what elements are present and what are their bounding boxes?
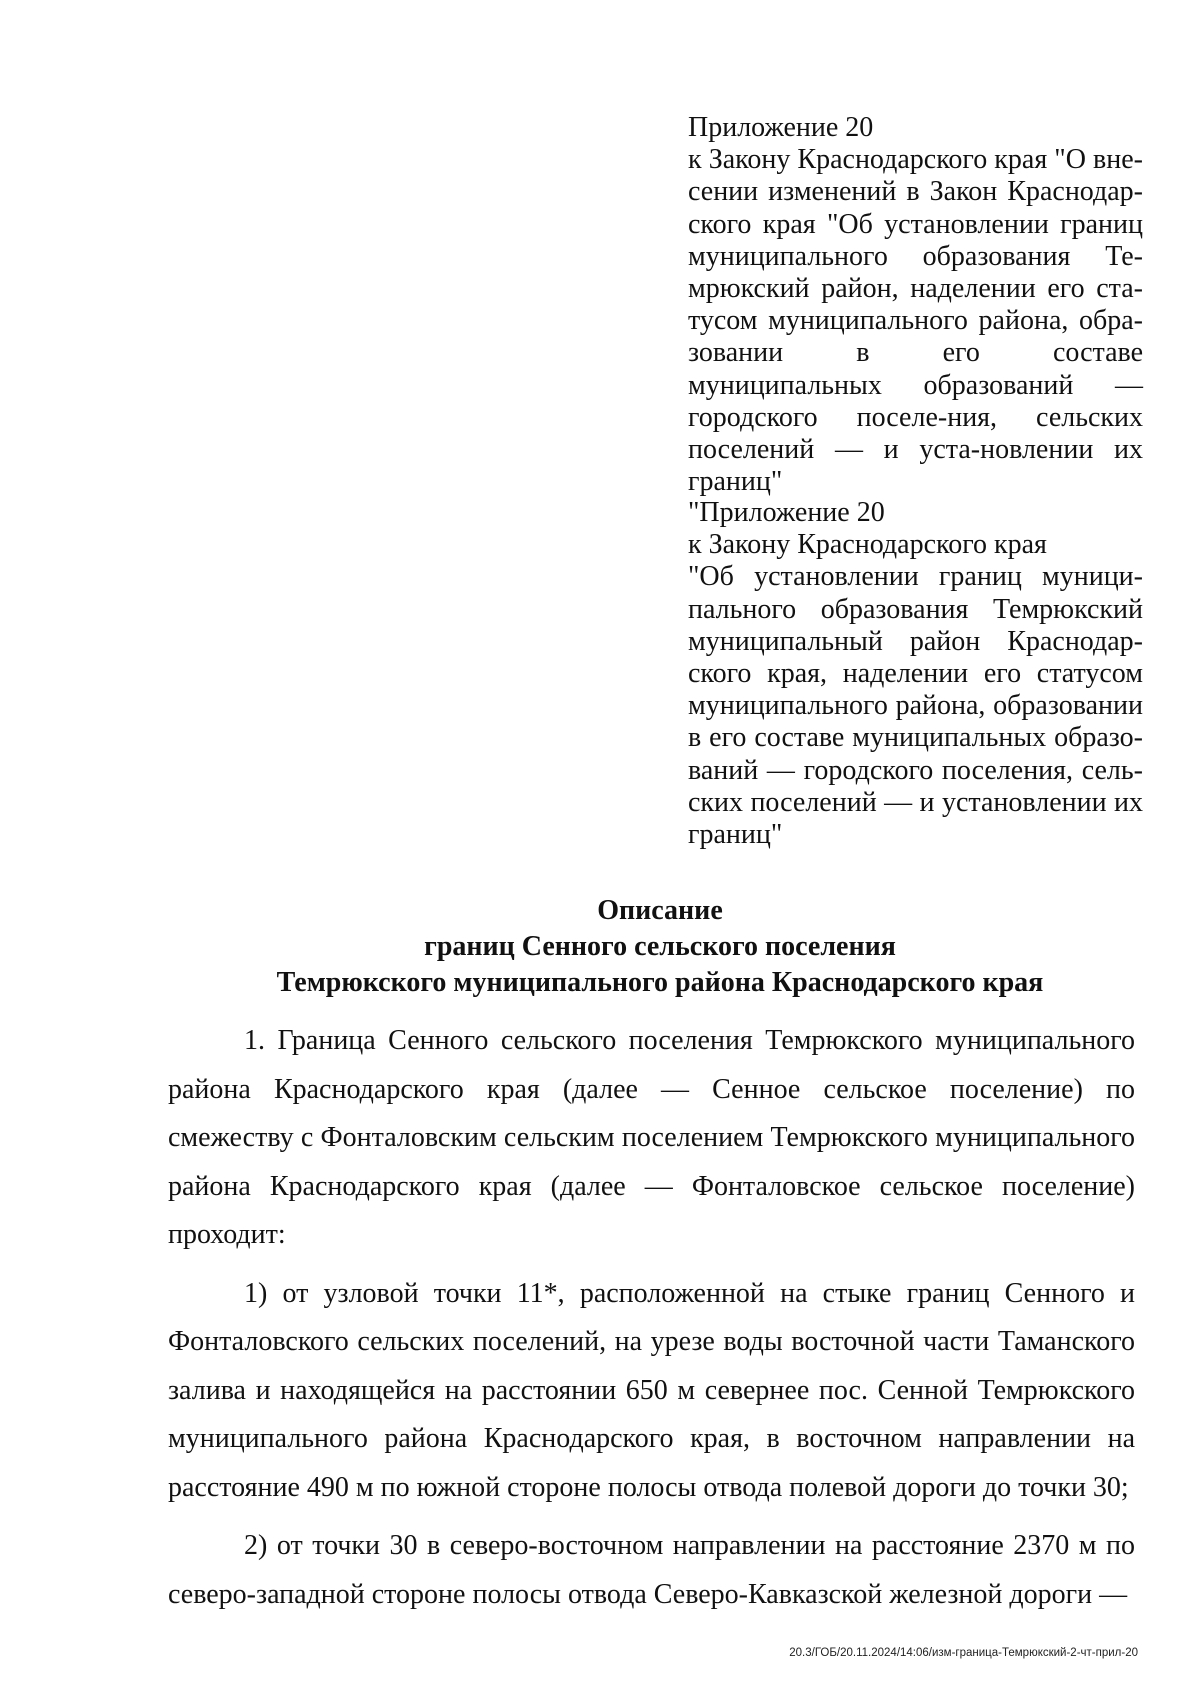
paragraph: 1) от узловой точки 11*, расположенной на стыке границ Сенного и Фонталовского сельских поселений, на урезе воды восточной части Таманского залива и находящейся на расстоянии 650 м севернее пос. Сенной Темрюкского муниципального района Краснодарского края, в восточном направлении на расстояние 490 м по южной стороне полосы отвода полевой дороги до точки 30; [168,1277,1135,1503]
annex-law-ref-short: к Закону Краснодарского края [688,529,1047,561]
annex-law-reference: "Об установлении границ муници-пального образования Темрюкский муниципальный район Краснодар-ского края, наделении его статусом муниципального района, образовании в его составе муниципальных образо-ваний — городского поселения, сель-ских поселений — и установлении их границ" [688,561,1143,851]
paragraph: 1. Граница Сенного сельского поселения Темрюкского муниципального района Краснодарского края (далее — Сенное сельское поселение) по смежеству с Фонталовским сельским поселением Темрюкского муниципального района Краснодарского края (далее — Фонталовское сельское поселение) проходит: [168,1025,1135,1250]
annex-law-reference: к Закону Краснодарского края "О вне-сении изменений в Закон Краснодар-ского края "Об установлении границ муниципального образования Те-мрюкский район, наделении его ста-тусом муниципального района, обра-зовании в его составе муниципальных образований — городского поселе-ния, сельских поселений — и уста-новлении их границ" [688,144,1143,498]
annex-heading-current [688,112,1143,498]
paragraph: 2) от точки 30 в северо-восточном направлении на расстояние 2370 м по северо-западной стороне полосы отвода Северо-Кавказской железной дороги — [168,1530,1135,1610]
title-line-3: Темрюкского муниципального района Краснодарского края [276,967,1044,998]
document-footer-code: 20.3/ГОБ/20.11.2024/14:06/изм-граница-Темрюкский-2-чт-прил-20 [789,1647,1138,1659]
title-line-2: границ Сенного сельского поселения [424,931,896,962]
title-line-1: Описание [597,895,723,926]
document-title [160,893,1160,1001]
annex-number: Приложение 20 [688,112,874,143]
annex-heading-new [688,497,1143,851]
document-body [168,1017,1135,1629]
annex-number: "Приложение 20 [688,497,885,528]
